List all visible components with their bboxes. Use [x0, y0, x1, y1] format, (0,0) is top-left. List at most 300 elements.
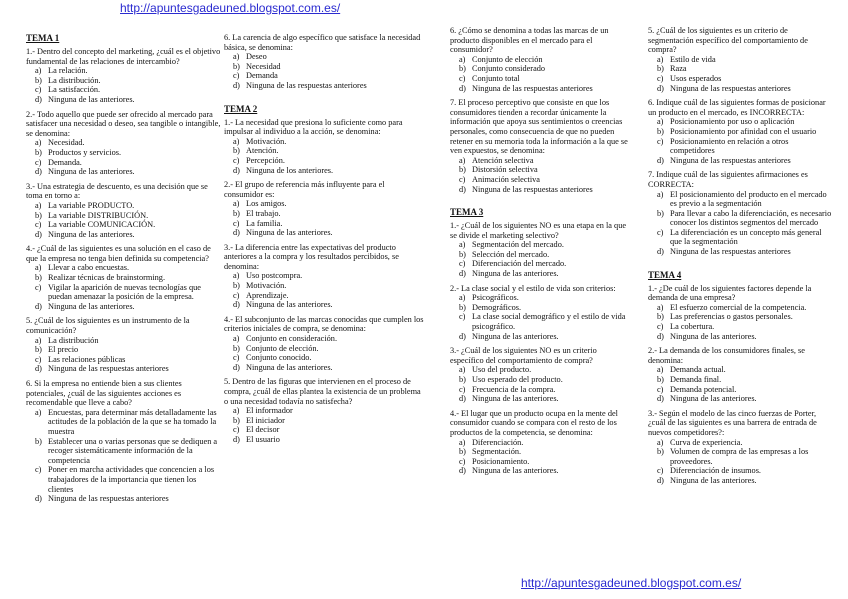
answer-option: [648, 84, 833, 94]
option-text: Motivación.: [246, 281, 287, 291]
option-text: El trabajo.: [246, 208, 281, 218]
answer-option: [26, 220, 222, 230]
option-text: Diferenciación.: [472, 437, 524, 447]
answer-option: [26, 230, 222, 240]
option-text: Ninguna de las anteriores.: [246, 300, 333, 310]
option-letter: a): [459, 365, 466, 375]
answer-option: [224, 300, 424, 310]
answer-option: [26, 201, 222, 211]
option-letter: a): [233, 136, 240, 146]
answer-option: [26, 283, 222, 302]
answer-option: [224, 363, 424, 373]
answer-option: [26, 85, 222, 95]
option-letter: a): [657, 54, 664, 64]
option-text: Ninguna de las anteriores.: [246, 228, 333, 238]
answer-option: [450, 466, 632, 476]
answer-option: [26, 345, 222, 355]
answer-option: [26, 465, 222, 494]
option-letter: d): [459, 83, 466, 93]
option-text: Posicionamiento en relación a otros competidores: [670, 136, 789, 156]
answer-options: [26, 408, 222, 504]
option-letter: d): [657, 155, 664, 165]
answer-option: [224, 156, 424, 166]
answer-option: [224, 406, 424, 416]
answer-option: [450, 64, 632, 74]
option-text: Ninguna de las anteriores.: [670, 331, 757, 341]
answer-options: [450, 365, 632, 403]
option-letter: d): [459, 184, 466, 194]
answer-option: [648, 209, 833, 228]
option-text: Uso postcompra.: [246, 271, 303, 281]
question-block: [648, 284, 833, 342]
option-text: Ninguna de las anteriores.: [48, 94, 135, 104]
option-letter: b): [657, 375, 664, 384]
answer-options: [26, 336, 222, 374]
option-text: Demanda potencial.: [670, 384, 737, 394]
option-text: Necesidad: [246, 61, 281, 71]
question-text: 4.- El lugar que un producto ocupa en la mente del consumidor cuando se compara con el resto de los productos de la competencia, se denomina:: [450, 408, 618, 437]
footer-url-link[interactable]: http://apuntesgadeuned.blogspot.com.es/: [521, 576, 742, 590]
option-text: Estilo de vida: [670, 54, 716, 64]
option-letter: b): [35, 436, 42, 446]
question-block: [224, 243, 424, 310]
option-letter: c): [233, 155, 240, 165]
option-text: Ninguna de las anteriores.: [670, 475, 757, 485]
answer-options: [224, 334, 424, 372]
option-letter: a): [233, 334, 240, 344]
answer-option: [26, 138, 222, 148]
answer-option: [450, 457, 632, 467]
answer-options: [224, 52, 424, 90]
answer-option: [26, 273, 222, 283]
option-letter: d): [459, 394, 466, 404]
answer-option: [26, 364, 222, 374]
option-text: Necesidad.: [48, 138, 85, 148]
question-block: [26, 244, 222, 311]
option-letter: a): [35, 66, 42, 76]
option-letter: b): [459, 249, 466, 259]
question-block: [26, 110, 222, 177]
option-text: La cobertura.: [670, 322, 715, 332]
answer-option: [648, 64, 833, 74]
question-text: 6. Indique cuál de las siguientes formas de posicionar un producto en el mercado, es INCORRECTA:: [648, 98, 826, 117]
option-letter: d): [233, 228, 240, 238]
option-letter: d): [657, 394, 664, 404]
option-text: La distribución: [48, 335, 99, 345]
option-text: Ninguna de las anteriores.: [246, 362, 333, 372]
option-text: Conjunto conocido.: [246, 353, 312, 363]
answer-option: [450, 240, 632, 250]
option-letter: d): [657, 475, 664, 485]
option-text: Poner en marcha actividades que concencien a los trabajadores de la importancia que tienen los clientes: [48, 465, 215, 494]
option-letter: c): [35, 282, 42, 292]
option-text: La variable PRODUCTO.: [48, 200, 135, 210]
question-text: 6. La carencia de algo específico que satisface la necesidad básica, se denomina:: [224, 33, 421, 52]
answer-options: [224, 406, 424, 444]
question-block: [450, 284, 632, 342]
answer-options: [450, 156, 632, 194]
column-3: [450, 26, 632, 481]
option-letter: c): [35, 85, 42, 95]
option-letter: d): [233, 165, 240, 175]
answer-option: [648, 332, 833, 342]
option-text: Llevar a cabo encuestas.: [48, 263, 130, 273]
answer-option: [450, 447, 632, 457]
answer-option: [224, 291, 424, 301]
option-text: Percepción.: [246, 155, 285, 165]
answer-option: [648, 375, 833, 385]
option-text: El esfuerzo comercial de la competencia.: [670, 302, 807, 312]
option-letter: b): [657, 126, 664, 136]
option-text: El usuario: [246, 434, 280, 444]
answer-option: [648, 117, 833, 127]
answer-option: [648, 385, 833, 395]
option-text: Ninguna de las respuestas anteriores: [246, 80, 367, 90]
option-text: Usos esperados: [670, 73, 722, 83]
question-text: 2.- Todo aquello que puede ser ofrecido al mercado para satisfacer una necesidad o deseo, sea tangible o intangible, se denomina:: [26, 109, 221, 138]
answer-option: [224, 281, 424, 291]
option-text: Ninguna de las respuestas anteriores: [670, 83, 791, 93]
option-letter: c): [459, 312, 466, 322]
option-letter: a): [459, 437, 466, 447]
option-letter: b): [35, 75, 42, 85]
option-text: Uso esperado del producto.: [472, 375, 563, 384]
question-text: 5. Dentro de las figuras que intervienen en el proceso de compra, ¿cuál de ellas plantea la existencia de un problema o una necesidad todavía no satisfecha?: [224, 377, 421, 406]
answer-option: [450, 250, 632, 260]
answer-option: [648, 438, 833, 448]
option-text: Diferenciación de insumos.: [670, 466, 762, 476]
answer-option: [224, 228, 424, 238]
option-text: El informador: [246, 406, 293, 416]
answer-option: [450, 156, 632, 166]
question-text: 1.- ¿De cuál de los siguientes factores depende la demanda de una empresa?: [648, 283, 812, 303]
option-text: El iniciador: [246, 415, 285, 425]
answer-options: [450, 240, 632, 278]
option-text: Productos y servicios.: [48, 147, 122, 157]
option-letter: d): [233, 300, 240, 310]
answer-option: [224, 52, 424, 62]
option-letter: c): [657, 384, 664, 394]
option-letter: d): [233, 362, 240, 372]
answer-option: [26, 302, 222, 312]
option-text: Conjunto de elección: [472, 54, 543, 64]
question-block: [648, 170, 833, 256]
question-text: 6. ¿Cómo se denomina a todas las marcas de un producto disponibles en el mercado para el consumidor?: [450, 26, 609, 55]
option-letter: a): [657, 189, 664, 199]
option-text: Ninguna de las anteriores.: [472, 269, 559, 279]
answer-option: [648, 137, 833, 156]
option-letter: b): [459, 165, 466, 175]
option-text: Conjunto total: [472, 73, 520, 83]
option-text: Raza: [670, 64, 687, 74]
question-text: 1.- Dentro del concepto del marketing, ¿cuál es el objetivo fundamental de las relaciones de intercambio?: [26, 47, 221, 66]
option-letter: b): [459, 64, 466, 74]
column-2: [224, 33, 424, 450]
question-block: [26, 47, 222, 105]
option-text: Ninguna de las anteriores.: [670, 394, 757, 404]
option-letter: b): [35, 345, 42, 355]
option-text: Los amigos.: [246, 199, 287, 209]
option-text: Selección del mercado.: [472, 249, 550, 259]
option-letter: b): [233, 281, 240, 291]
option-letter: c): [657, 466, 664, 476]
option-letter: b): [657, 312, 664, 322]
answer-options: [26, 66, 222, 104]
section-heading: TEMA 1: [26, 33, 60, 43]
option-letter: c): [35, 354, 42, 364]
answer-option: [224, 353, 424, 363]
option-letter: c): [35, 465, 42, 475]
option-text: Deseo: [246, 52, 267, 62]
option-letter: a): [657, 365, 664, 375]
answer-option: [450, 74, 632, 84]
option-text: Ninguna de las respuestas anteriores: [472, 83, 593, 93]
answer-option: [224, 71, 424, 81]
option-letter: b): [459, 447, 466, 457]
column-4: [648, 26, 833, 491]
answer-option: [450, 55, 632, 65]
answer-option: [450, 175, 632, 185]
answer-options: [450, 438, 632, 476]
question-text: 2.- La demanda de los consumidores finales, se denomina:: [648, 346, 805, 365]
option-letter: c): [459, 456, 466, 466]
option-letter: d): [35, 301, 42, 311]
option-letter: a): [459, 293, 466, 303]
option-text: Las preferencias o gastos personales.: [670, 312, 793, 322]
option-letter: c): [35, 220, 42, 230]
option-letter: b): [35, 273, 42, 283]
option-text: Ninguna de las respuestas anteriores: [48, 364, 169, 374]
option-letter: d): [233, 434, 240, 444]
option-letter: d): [35, 494, 42, 504]
answer-option: [450, 394, 632, 404]
question-text: 4.- El subconjunto de las marcas conocidas que cumplen los criterios iniciales de compra, se denomina:: [224, 314, 424, 334]
answer-options: [224, 199, 424, 237]
answer-option: [26, 336, 222, 346]
answer-option: [450, 332, 632, 342]
answer-option: [648, 55, 833, 65]
option-text: Ninguna de las anteriores.: [48, 167, 135, 177]
section-heading: TEMA 2: [224, 103, 258, 114]
question-text: 1.- ¿Cuál de los siguientes NO es una etapa en la que se divide el marketing selectivo?: [450, 221, 627, 240]
section-spacer: [224, 96, 424, 104]
option-letter: d): [459, 466, 466, 476]
answer-options: [450, 55, 632, 93]
question-block: [26, 316, 222, 374]
answer-option: [450, 385, 632, 395]
answer-option: [450, 293, 632, 303]
answer-option: [648, 74, 833, 84]
option-text: Para llevar a cabo la diferenciación, es necesario conocer los distintos segmentos del mercado: [670, 208, 832, 228]
answer-option: [648, 447, 833, 466]
option-text: Ninguna de las respuestas anteriores: [472, 184, 593, 194]
option-letter: b): [35, 147, 42, 157]
answer-options: [648, 190, 833, 257]
answer-option: [450, 312, 632, 331]
option-letter: c): [459, 259, 466, 269]
answer-options: [648, 55, 833, 93]
question-block: [648, 346, 833, 404]
option-text: El precio: [48, 345, 79, 355]
option-letter: a): [35, 335, 42, 345]
option-text: Encuestas, para determinar más detalladamente las actitudes de la población de la que se ha tomado la muestra: [48, 407, 217, 436]
option-text: La relación.: [48, 66, 88, 76]
question-text: 3.- Según el modelo de las cinco fuerzas de Porter, ¿cuál de las siguientes es una barrera de entrada de nuevos competidores?:: [648, 408, 817, 437]
answer-options: [648, 303, 833, 341]
option-text: Demanda final.: [670, 375, 722, 384]
option-letter: b): [35, 210, 42, 220]
answer-option: [450, 365, 632, 375]
option-text: Uso del producto.: [472, 365, 532, 375]
answer-options: [450, 293, 632, 341]
option-letter: a): [35, 200, 42, 210]
question-text: 4.- ¿Cuál de las siguientes es una solución en el caso de que la empresa no tenga bien definida su competencia?: [26, 244, 211, 263]
option-letter: a): [35, 407, 42, 417]
option-letter: d): [233, 80, 240, 90]
answer-options: [648, 365, 833, 403]
option-letter: c): [459, 384, 466, 394]
question-text: 6. Si la empresa no entiende bien a sus clientes potenciales, ¿cuál de las siguientes acciones es recomendable que lleve a cabo?: [26, 379, 182, 408]
option-text: Atención selectiva: [472, 155, 534, 165]
option-text: Animación selectiva: [472, 174, 540, 184]
question-text: 5. ¿Cuál de los siguientes es un instrumento de la comunicación?: [26, 316, 190, 336]
question-block: [224, 377, 424, 444]
option-text: Posicionamiento por afinidad con el usuario: [670, 126, 817, 136]
answer-option: [224, 199, 424, 209]
question-text: 1.- La necesidad que presiona lo suficiente como para impulsar al individuo a la acción, se denomina:: [224, 117, 403, 137]
question-block: [224, 180, 424, 238]
answer-option: [224, 344, 424, 354]
option-letter: d): [35, 167, 42, 177]
option-letter: d): [35, 364, 42, 374]
answer-option: [648, 394, 833, 404]
option-letter: a): [35, 138, 42, 148]
option-text: Segmentación del mercado.: [472, 240, 564, 250]
question-text: 5. ¿Cuál de los siguientes es un criterio de segmentación específico del comportamiento de compra?: [648, 26, 808, 55]
option-letter: c): [657, 136, 664, 146]
option-text: La variable COMUNICACIÓN.: [48, 220, 156, 230]
option-text: Realizar técnicas de brainstorming.: [48, 273, 166, 283]
option-letter: a): [459, 155, 466, 165]
answer-option: [26, 158, 222, 168]
answer-options: [224, 137, 424, 175]
answer-option: [26, 494, 222, 504]
option-letter: d): [459, 269, 466, 279]
answer-option: [224, 166, 424, 176]
option-text: Ninguna de las respuestas anteriores: [670, 247, 791, 257]
option-text: El decisor: [246, 425, 280, 435]
option-text: Posicionamiento.: [472, 456, 530, 466]
question-text: 7. Indique cuál de las siguientes afirmaciones es CORRECTA:: [648, 170, 808, 189]
answer-options: [648, 438, 833, 486]
answer-option: [648, 228, 833, 247]
option-letter: a): [657, 117, 664, 127]
option-letter: c): [657, 73, 664, 83]
question-block: [648, 26, 833, 93]
section-spacer: [450, 199, 632, 207]
option-letter: c): [657, 322, 664, 332]
option-text: Psicográficos.: [472, 293, 519, 303]
answer-option: [224, 219, 424, 229]
option-text: Ninguna de las anteriores.: [472, 331, 559, 341]
answer-option: [26, 76, 222, 86]
option-letter: b): [233, 208, 240, 218]
option-text: La clase social demográfico y el estilo de vida psicográfico.: [472, 312, 626, 332]
answer-option: [224, 435, 424, 445]
option-letter: c): [459, 174, 466, 184]
answer-option: [450, 438, 632, 448]
question-block: [450, 26, 632, 93]
option-letter: c): [233, 218, 240, 228]
answer-option: [648, 247, 833, 257]
option-letter: b): [657, 64, 664, 74]
option-text: La distribución.: [48, 75, 101, 85]
option-text: La diferenciación es un concepto más general que la segmentación: [670, 227, 822, 247]
section-heading: TEMA 3: [450, 207, 484, 218]
option-text: Las relaciones públicas: [48, 354, 126, 364]
option-letter: d): [459, 331, 466, 341]
answer-option: [26, 408, 222, 437]
answer-option: [26, 95, 222, 105]
option-letter: c): [233, 290, 240, 300]
option-text: Atención.: [246, 146, 279, 156]
answer-option: [224, 62, 424, 72]
option-text: La familia.: [246, 218, 283, 228]
option-text: Aprendizaje.: [246, 290, 289, 300]
option-text: Posicionamiento por uso o aplicación: [670, 117, 795, 127]
option-letter: c): [35, 157, 42, 167]
option-letter: c): [459, 73, 466, 83]
answer-option: [648, 303, 833, 313]
option-text: Segmentación.: [472, 447, 522, 457]
question-text: 2.- El grupo de referencia más influyente para el consumidor es:: [224, 180, 385, 199]
question-block: [450, 409, 632, 476]
option-text: Demanda actual.: [670, 365, 726, 375]
answer-option: [648, 156, 833, 166]
answer-option: [224, 334, 424, 344]
answer-option: [26, 355, 222, 365]
header-url-link[interactable]: http://apuntesgadeuned.blogspot.com.es/: [120, 1, 341, 15]
option-letter: d): [35, 94, 42, 104]
answer-option: [26, 211, 222, 221]
option-text: Volumen de compra de las empresas a los proveedores.: [670, 447, 809, 466]
answer-option: [450, 84, 632, 94]
answer-option: [224, 137, 424, 147]
option-text: Distorsión selectiva: [472, 165, 538, 175]
option-text: Ninguna de las anteriores.: [472, 394, 559, 404]
answer-options: [224, 271, 424, 309]
option-letter: a): [233, 52, 240, 62]
answer-option: [450, 303, 632, 313]
option-letter: c): [657, 227, 664, 237]
question-block: [648, 98, 833, 165]
question-text: 2.- La clase social y el estilo de vida son criterios:: [450, 283, 616, 293]
question-block: [648, 409, 833, 486]
answer-option: [450, 259, 632, 269]
answer-option: [648, 127, 833, 137]
question-block: [26, 379, 222, 504]
answer-option: [224, 416, 424, 426]
option-text: Conjunto en consideración.: [246, 334, 338, 344]
option-text: El posicionamiento del producto en el mercado es previo a la segmentación: [670, 189, 827, 209]
answer-options: [26, 201, 222, 239]
option-text: Demanda: [246, 71, 278, 81]
option-text: Ninguna de las respuestas anteriores: [48, 494, 169, 504]
answer-option: [450, 165, 632, 175]
answer-option: [450, 375, 632, 385]
option-text: Ninguna de las anteriores.: [48, 229, 135, 239]
option-text: Ninguna de las anteriores.: [472, 466, 559, 476]
